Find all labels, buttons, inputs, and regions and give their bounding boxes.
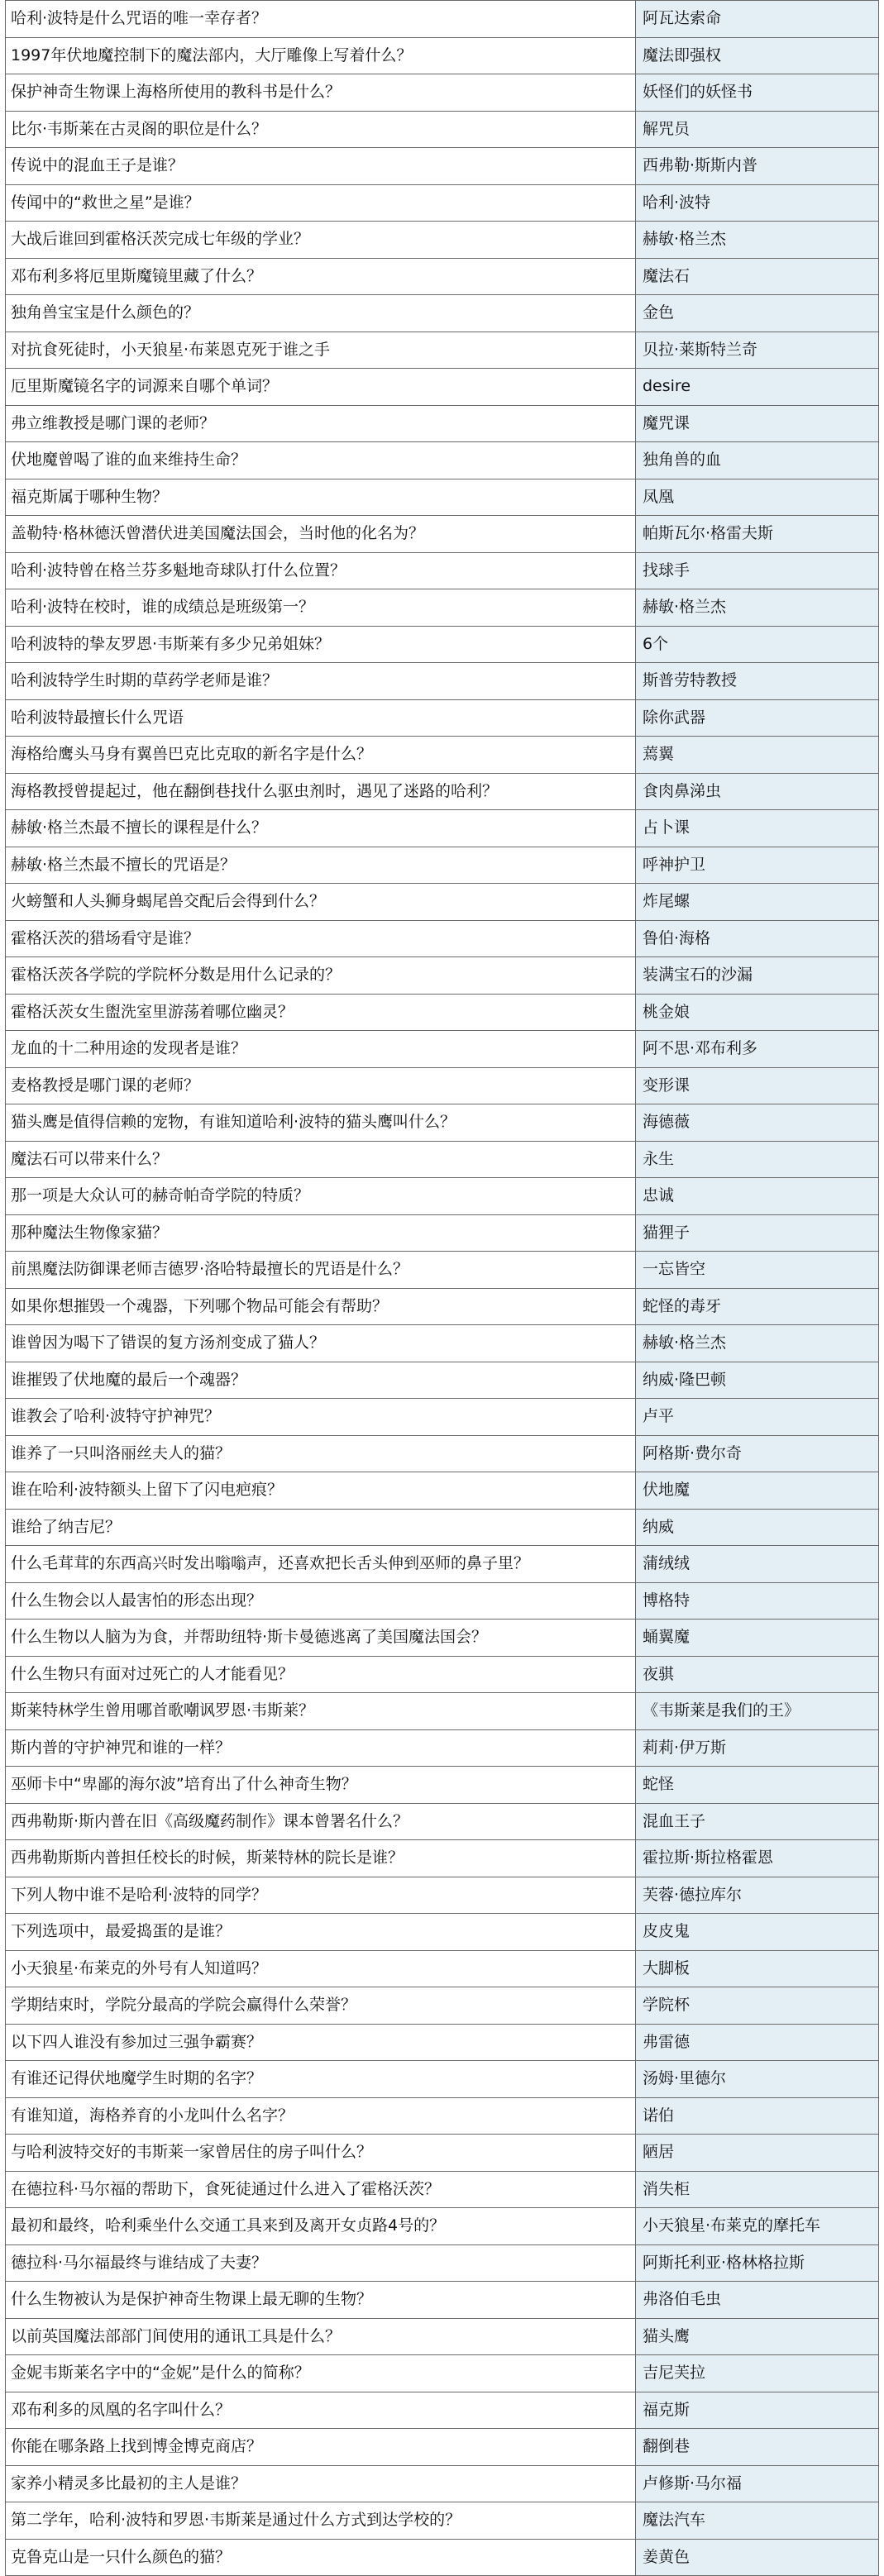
answer-cell: 消失柜 [636, 2171, 879, 2208]
answer-cell: 吉尼芙拉 [636, 2355, 879, 2392]
answer-cell: 占卜课 [636, 810, 879, 847]
table-row [6, 1729, 879, 1767]
table-row [6, 1141, 879, 1178]
table-row [6, 589, 879, 627]
answer-cell: 蛹翼魔 [636, 1620, 879, 1657]
answer-cell: 帕斯瓦尔·格雷夫斯 [636, 516, 879, 553]
answer-cell: 福克斯 [636, 2392, 879, 2429]
question-cell: 西弗勒斯·斯内普在旧《高级魔药制作》课本曾署名什么？ [6, 1803, 636, 1840]
table-row [6, 1399, 879, 1436]
qa-table [5, 0, 879, 2576]
table-row [6, 1067, 879, 1104]
table-row [6, 920, 879, 957]
table-row [6, 1877, 879, 1914]
question-cell: 赫敏·格兰杰最不擅长的咒语是？ [6, 847, 636, 884]
table-row [6, 2171, 879, 2208]
question-cell: 弗立维教授是哪门课的老师？ [6, 405, 636, 442]
table-row [6, 1582, 879, 1620]
question-cell: 1997年伏地魔控制下的魔法部内，大厅雕像上写着什么？ [6, 37, 636, 74]
question-cell: 伏地魔曾喝了谁的血来维持生命？ [6, 442, 636, 479]
table-row [6, 1767, 879, 1804]
table-row [6, 1620, 879, 1657]
question-cell: 海格给鹰头马身有翼兽巴克比克取的新名字是什么？ [6, 737, 636, 774]
question-cell: 福克斯属于哪种生物？ [6, 479, 636, 516]
answer-cell: 炸尾螺 [636, 884, 879, 921]
answer-cell: 魔法汽车 [636, 2502, 879, 2540]
question-cell: 如果你想摧毁一个魂器，下列哪个物品可能会有帮助？ [6, 1288, 636, 1325]
table-row [6, 184, 879, 222]
question-cell: 什么毛茸茸的东西高兴时发出嗡嗡声，还喜欢把长舌头伸到巫师的鼻子里？ [6, 1546, 636, 1583]
question-cell: 龙血的十二种用途的发现者是谁？ [6, 1031, 636, 1068]
table-row [6, 2502, 879, 2540]
question-cell: 那种魔法生物像家猫？ [6, 1214, 636, 1252]
table-row [6, 2024, 879, 2061]
answer-cell: 鲁伯·海格 [636, 920, 879, 957]
answer-cell: 弗洛伯毛虫 [636, 2282, 879, 2319]
table-row [6, 2355, 879, 2392]
question-cell: 德拉科·马尔福最终与谁结成了夫妻？ [6, 2244, 636, 2282]
table-row [6, 2097, 879, 2135]
table-row [6, 1656, 879, 1693]
question-cell: 邓布利多将厄里斯魔镜里藏了什么？ [6, 258, 636, 295]
question-cell: 以下四人谁没有参加过三强争霸赛？ [6, 2024, 636, 2061]
question-cell: 霍格沃茨的猎场看守是谁？ [6, 920, 636, 957]
table-row [6, 1509, 879, 1546]
question-cell: 哈利波特学生时期的草药学老师是谁？ [6, 663, 636, 700]
question-cell: 赫敏·格兰杰最不擅长的课程是什么？ [6, 810, 636, 847]
table-row [6, 148, 879, 185]
question-cell: 大战后谁回到霍格沃茨完成七年级的学业？ [6, 222, 636, 259]
answer-cell: 纳威·隆巴顿 [636, 1362, 879, 1399]
answer-cell: 魔法石 [636, 258, 879, 295]
question-cell: 猫头鹰是值得信赖的宠物，有谁知道哈利·波特的猫头鹰叫什么？ [6, 1104, 636, 1142]
table-row [6, 2135, 879, 2172]
answer-cell: 纳威 [636, 1509, 879, 1546]
question-cell: 海格教授曾提起过，他在翻倒巷找什么驱虫剂时，遇见了迷路的哈利？ [6, 773, 636, 810]
question-cell: 厄里斯魔镜名字的词源来自哪个单词？ [6, 369, 636, 406]
answer-cell: desire [636, 369, 879, 406]
question-cell: 邓布利多的凤凰的名字叫什么？ [6, 2392, 636, 2429]
table-row [6, 1950, 879, 1987]
question-cell: 西弗勒斯斯内普担任校长的时候，斯莱特林的院长是谁？ [6, 1840, 636, 1877]
answer-cell: 变形课 [636, 1067, 879, 1104]
answer-cell: 汤姆·里德尔 [636, 2061, 879, 2098]
answer-cell: 赫敏·格兰杰 [636, 222, 879, 259]
question-cell: 家养小精灵多比最初的主人是谁？ [6, 2465, 636, 2502]
question-cell: 斯内普的守护神咒和谁的一样？ [6, 1729, 636, 1767]
question-cell: 哈利·波特是什么咒语的唯一幸存者？ [6, 1, 636, 38]
table-row [6, 2208, 879, 2245]
question-cell: 下列人物中谁不是哈利·波特的同学？ [6, 1877, 636, 1914]
table-row [6, 332, 879, 369]
table-row [6, 626, 879, 663]
question-cell: 霍格沃茨各学院的学院杯分数是用什么记录的？ [6, 957, 636, 995]
table-row [6, 847, 879, 884]
answer-cell: 阿斯托利亚·格林格拉斯 [636, 2244, 879, 2282]
table-row [6, 663, 879, 700]
question-cell: 斯莱特林学生曾用哪首歌嘲讽罗恩·韦斯莱？ [6, 1693, 636, 1730]
answer-cell: 猫狸子 [636, 1214, 879, 1252]
answer-cell: 魔法即强权 [636, 37, 879, 74]
question-cell: 谁曾因为喝下了错误的复方汤剂变成了猫人？ [6, 1325, 636, 1362]
question-cell: 盖勒特·格林德沃曾潜伏进美国魔法国会，当时他的化名为？ [6, 516, 636, 553]
question-cell: 魔法石可以带来什么？ [6, 1141, 636, 1178]
table-row [6, 516, 879, 553]
question-cell: 什么生物以人脑为为食，并帮助纽特·斯卡曼德逃离了美国魔法国会？ [6, 1620, 636, 1657]
table-row [6, 479, 879, 516]
answer-cell: 混血王子 [636, 1803, 879, 1840]
answer-cell: 学院杯 [636, 1987, 879, 2025]
question-cell: 哈利·波特在校时，谁的成绩总是班级第一？ [6, 589, 636, 627]
answer-cell: 阿不思·邓布利多 [636, 1031, 879, 1068]
question-cell: 谁摧毁了伏地魔的最后一个魂器？ [6, 1362, 636, 1399]
answer-cell: 除你武器 [636, 699, 879, 737]
answer-cell: 博格特 [636, 1582, 879, 1620]
answer-cell: 诺伯 [636, 2097, 879, 2135]
answer-cell: 赫敏·格兰杰 [636, 1325, 879, 1362]
table-row [6, 1031, 879, 1068]
table-row [6, 258, 879, 295]
question-cell: 在德拉科·马尔福的帮助下，食死徒通过什么进入了霍格沃茨？ [6, 2171, 636, 2208]
answer-cell: 蛇怪 [636, 1767, 879, 1804]
table-row [6, 1214, 879, 1252]
table-row [6, 222, 879, 259]
question-cell: 哈利·波特曾在格兰芬多魁地奇球队打什么位置？ [6, 552, 636, 589]
table-row [6, 699, 879, 737]
question-cell: 前黑魔法防御课老师吉德罗·洛哈特最擅长的咒语是什么？ [6, 1252, 636, 1289]
question-cell: 霍格沃茨女生盥洗室里游荡着哪位幽灵？ [6, 994, 636, 1031]
table-row [6, 957, 879, 995]
table-row [6, 1435, 879, 1472]
answer-cell: 芙蓉·德拉库尔 [636, 1877, 879, 1914]
table-row [6, 810, 879, 847]
table-row [6, 1325, 879, 1362]
answer-cell: 蔫翼 [636, 737, 879, 774]
table-row [6, 1546, 879, 1583]
table-row [6, 2282, 879, 2319]
question-cell: 保护神奇生物课上海格所使用的教科书是什么？ [6, 74, 636, 112]
answer-cell: 蛇怪的毒牙 [636, 1288, 879, 1325]
table-row [6, 1362, 879, 1399]
question-cell: 谁教会了哈利·波特守护神咒？ [6, 1399, 636, 1436]
answer-cell: 妖怪们的妖怪书 [636, 74, 879, 112]
table-row [6, 37, 879, 74]
table-row [6, 2244, 879, 2282]
answer-cell: 食肉鼻涕虫 [636, 773, 879, 810]
question-cell: 独角兽宝宝是什么颜色的？ [6, 295, 636, 332]
question-cell: 与哈利波特交好的韦斯莱一家曾居住的房子叫什么？ [6, 2135, 636, 2172]
answer-cell: 莉莉·伊万斯 [636, 1729, 879, 1767]
question-cell: 第二学年，哈利·波特和罗恩·韦斯莱是通过什么方式到达学校的？ [6, 2502, 636, 2540]
table-row [6, 111, 879, 148]
table-row [6, 2318, 879, 2355]
answer-cell: 卢平 [636, 1399, 879, 1436]
question-cell: 下列选项中，最爱捣蛋的是谁？ [6, 1914, 636, 1951]
table-row [6, 1472, 879, 1510]
answer-cell: 忠诚 [636, 1178, 879, 1215]
answer-cell: 西弗勒·斯斯内普 [636, 148, 879, 185]
question-cell: 以前英国魔法部部门间使用的通讯工具是什么？ [6, 2318, 636, 2355]
table-row [6, 994, 879, 1031]
table-row [6, 369, 879, 406]
answer-cell: 阿格斯·费尔奇 [636, 1435, 879, 1472]
table-row [6, 1104, 879, 1142]
answer-cell: 找球手 [636, 552, 879, 589]
table-row [6, 2539, 879, 2576]
table-row [6, 552, 879, 589]
question-cell: 哈利波特最擅长什么咒语 [6, 699, 636, 737]
question-cell: 巫师卡中“卑鄙的海尔波”培育出了什么神奇生物？ [6, 1767, 636, 1804]
answer-cell: 霍拉斯·斯拉格霍恩 [636, 1840, 879, 1877]
question-cell: 对抗食死徒时，小天狼星·布莱恩克死于谁之手 [6, 332, 636, 369]
table-row [6, 74, 879, 112]
question-cell: 金妮韦斯莱名字中的“金妮”是什么的简称？ [6, 2355, 636, 2392]
question-cell: 学期结束时，学院分最高的学院会赢得什么荣誉？ [6, 1987, 636, 2025]
answer-cell: 斯普劳特教授 [636, 663, 879, 700]
answer-cell: 永生 [636, 1141, 879, 1178]
answer-cell: 《韦斯莱是我们的王》 [636, 1693, 879, 1730]
answer-cell: 赫敏·格兰杰 [636, 589, 879, 627]
answer-cell: 6个 [636, 626, 879, 663]
answer-cell: 小天狼星·布莱克的摩托车 [636, 2208, 879, 2245]
answer-cell: 凤凰 [636, 479, 879, 516]
answer-cell: 皮皮鬼 [636, 1914, 879, 1951]
table-row [6, 442, 879, 479]
answer-cell: 卢修斯·马尔福 [636, 2465, 879, 2502]
answer-cell: 翻倒巷 [636, 2429, 879, 2466]
answer-cell: 魔咒课 [636, 405, 879, 442]
question-cell: 比尔·韦斯莱在古灵阁的职位是什么？ [6, 111, 636, 148]
answer-cell: 贝拉·莱斯特兰奇 [636, 332, 879, 369]
question-cell: 什么生物只有面对过死亡的人才能看见？ [6, 1656, 636, 1693]
question-cell: 什么生物会以人最害怕的形态出现？ [6, 1582, 636, 1620]
answer-cell: 独角兽的血 [636, 442, 879, 479]
answer-cell: 一忘皆空 [636, 1252, 879, 1289]
answer-cell: 大脚板 [636, 1950, 879, 1987]
question-cell: 谁在哈利·波特额头上留下了闪电疤痕？ [6, 1472, 636, 1510]
question-cell: 克鲁克山是一只什么颜色的猫？ [6, 2539, 636, 2576]
qa-table-body [6, 1, 879, 2576]
table-row [6, 1, 879, 38]
question-cell: 麦格教授是哪门课的老师？ [6, 1067, 636, 1104]
table-row [6, 737, 879, 774]
answer-cell: 伏地魔 [636, 1472, 879, 1510]
answer-cell: 桃金娘 [636, 994, 879, 1031]
answer-cell: 弗雷德 [636, 2024, 879, 2061]
question-cell: 火螃蟹和人头狮身蝎尾兽交配后会得到什么？ [6, 884, 636, 921]
table-row [6, 1252, 879, 1289]
question-cell: 最初和最终，哈利乘坐什么交通工具来到及离开女贞路4号的？ [6, 2208, 636, 2245]
table-row [6, 1987, 879, 2025]
answer-cell: 夜骐 [636, 1656, 879, 1693]
table-row [6, 295, 879, 332]
answer-cell: 阿瓦达索命 [636, 1, 879, 38]
answer-cell: 金色 [636, 295, 879, 332]
table-row [6, 773, 879, 810]
table-row [6, 2061, 879, 2098]
question-cell: 那一项是大众认可的赫奇帕奇学院的特质？ [6, 1178, 636, 1215]
question-cell: 传说中的混血王子是谁？ [6, 148, 636, 185]
question-cell: 哈利波特的挚友罗恩·韦斯莱有多少兄弟姐妹？ [6, 626, 636, 663]
table-row [6, 884, 879, 921]
table-row [6, 2429, 879, 2466]
question-cell: 什么生物被认为是保护神奇生物课上最无聊的生物？ [6, 2282, 636, 2319]
answer-cell: 装满宝石的沙漏 [636, 957, 879, 995]
table-row [6, 1288, 879, 1325]
table-row [6, 1803, 879, 1840]
answer-cell: 姜黄色 [636, 2539, 879, 2576]
table-row [6, 1914, 879, 1951]
question-cell: 有谁知道，海格养育的小龙叫什么名字？ [6, 2097, 636, 2135]
question-cell: 小天狼星·布莱克的外号有人知道吗？ [6, 1950, 636, 1987]
question-cell: 谁给了纳吉尼？ [6, 1509, 636, 1546]
table-row [6, 1178, 879, 1215]
table-row [6, 2392, 879, 2429]
answer-cell: 哈利·波特 [636, 184, 879, 222]
question-cell: 有谁还记得伏地魔学生时期的名字？ [6, 2061, 636, 2098]
table-row [6, 2465, 879, 2502]
question-cell: 谁养了一只叫洛丽丝夫人的猫？ [6, 1435, 636, 1472]
answer-cell: 海德薇 [636, 1104, 879, 1142]
table-row [6, 1840, 879, 1877]
answer-cell: 陋居 [636, 2135, 879, 2172]
answer-cell: 呼神护卫 [636, 847, 879, 884]
answer-cell: 蒲绒绒 [636, 1546, 879, 1583]
question-cell: 你能在哪条路上找到博金博克商店？ [6, 2429, 636, 2466]
answer-cell: 解咒员 [636, 111, 879, 148]
table-row [6, 1693, 879, 1730]
table-row [6, 405, 879, 442]
question-cell: 传闻中的“救世之星”是谁？ [6, 184, 636, 222]
answer-cell: 猫头鹰 [636, 2318, 879, 2355]
